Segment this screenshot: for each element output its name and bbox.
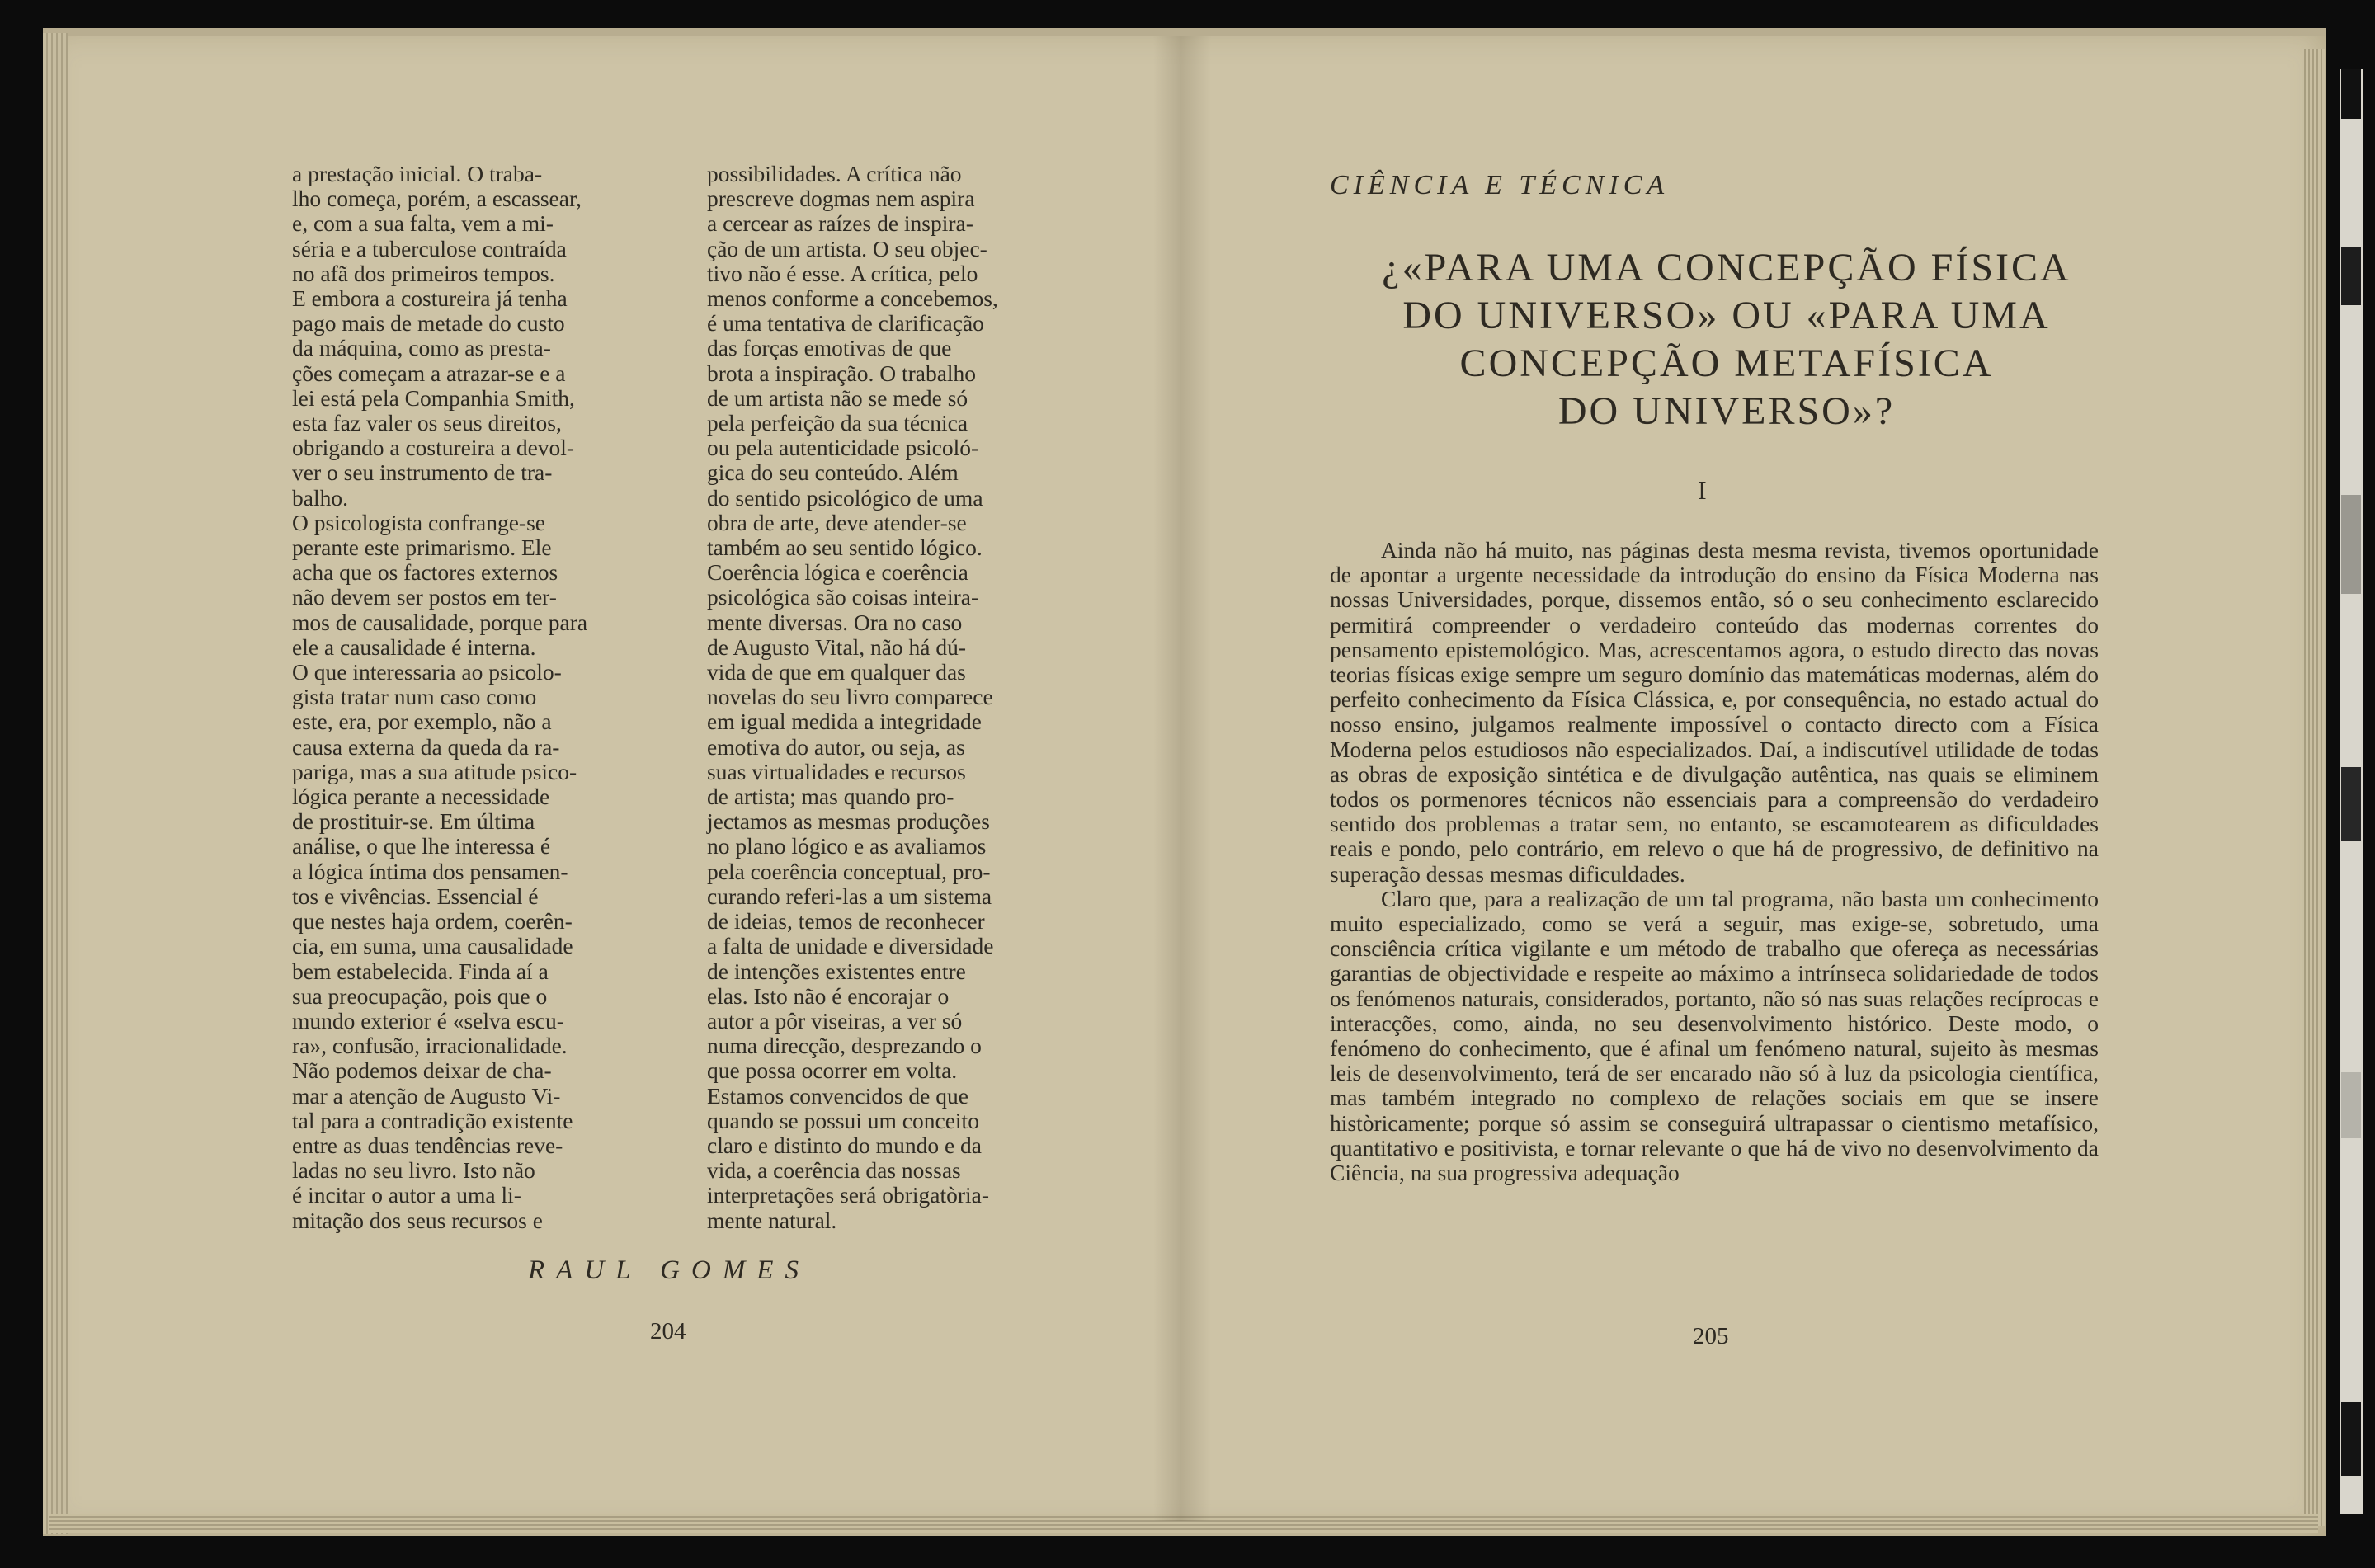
- author-signature: RAUL GOMES: [528, 1255, 810, 1285]
- article-title: ¿«PARA UMA CONCEPÇÃO FÍSICA DO UNIVERSO» OU «PARA UMA CONCEPÇÃO METAFÍSICA DO UNIVERSO»?: [1382, 246, 2071, 433]
- page-edge-right: [2302, 49, 2325, 1526]
- ruler-segment: [2341, 1072, 2361, 1138]
- page-edge-top: [43, 28, 2326, 36]
- ruler-segment: [2341, 495, 2361, 594]
- page-number-right: 205: [1693, 1323, 1729, 1349]
- page-number-left: 204: [650, 1318, 686, 1344]
- binding-gutter: [1153, 36, 1211, 1521]
- ruler-segment: [2341, 247, 2361, 305]
- body-paragraph: Claro que, para a realização de um tal programa, não basta um conhecimento muito especializado, como se verá a seguir, mas exige-se, sobretudo, uma consciência crítica vigilante e um método de trabalho que ofereça as necessárias garantias de objectividade e respeite ao máximo a intrínseca solidariedade de todos os fenómenos naturais, considerados, portanto, não só nas suas relações recíprocas e interacções, como, ainda, no seu desenvolvimento histórico. Deste modo, o fenómeno do conhecimento, que é afinal um fenómeno natural, sujeito às mesmas leis de desenvolvimento, terá de ser encarado não só à luz da psicologia científica, mas também integrado no complexo de relações sociais em que se insere històricamente; porque só assim se conseguirá ultrapassar o cientismo metafísico, quantitativo e positivista, e tornar relevante o que há de vivo no desenvolvimento da Ciência, na sua progressiva adequação: [1330, 885, 2099, 1186]
- ruler-segment: [2341, 1402, 2361, 1476]
- section-label: CIÊNCIA E TÉCNICA: [1330, 170, 1670, 200]
- section-number: I: [1698, 475, 1707, 505]
- left-page-column-2: possibilidades. A crítica não prescreve dogmas nem aspira a cercear as raízes de inspira- ção de um artista. O seu objec- tivo não é esse. A crítica, pelo menos conforme a concebemos, é uma tentativa de clarificação das forças emotivas de que brota a inspiração. O trabalho de um artista não se mede só pela perfeição da sua técnica ou pela autenticidade psicoló- gica do seu conteúdo. Além do sentido psicológico de uma obra de arte, deve atender-se também ao seu sentido lógico. Coerência lógica e coerência psicológica são coisas inteira- mente diversas. Ora no caso de Augusto Vital, não há dú- vida de que em qualquer das novelas do seu livro comparece em igual medida a integridade emotiva do autor, ou seja, as suas virtualidades e recursos de artista; mas quando pro- jectamos as mesmas produções no plano lógico e as avaliamos pela coerência conceptual, pro- curando referi-las a um sistema de ideias, temos de reconhecer a falta de unidade e diversidade de intenções existentes entre elas. Isto não é encorajar o autor a pôr viseiras, a ver só numa direcção, desprezando o que possa ocorrer em volta. Estamos convencidos de que quando se possui um conceito claro e distinto do mundo e da vida, a coerência das nossas interpretações será obrigatòria- mente natural.: [707, 161, 998, 1233]
- page-edge-left: [43, 33, 68, 1534]
- ruler-segment: [2341, 69, 2361, 119]
- ruler-segment: [2341, 767, 2361, 841]
- body-paragraph: Ainda não há muito, nas páginas desta mesma revista, tivemos oportunidade de apontar a urgente necessidade da introdução do ensino da Física Moderna nas nossas Universidades, porque, dissemos então, só o seu conhecimento esclarecido permitirá compreender o verdadeiro conteúdo das modernas correntes do pensamento epistemológico. Mas, acrescentamos agora, o estudo directo das novas teorias físicas exige sempre um seguro domínio das matemáticas modernas, além do perfeito conhecimento da Física Clássica, e, por consequência, no estado actual do nosso ensino, julgamos realmente impossível o contacto directo com a Física Moderna pelos estudiosos não especializados. Daí, a indiscutível utilidade de todas as obras de exposição sintética e de divulgação autêntica, nas quais se eliminem todos os pormenores técnicos não essenciais para a compreensão do verdadeiro sentido dos problemas a tratar sem, no entanto, se escamotearem as dificuldades reais e pondo, pelo contrário, em relevo o que há de progressivo, de definitivo na superação dessas mesmas dificuldades.: [1330, 537, 2099, 887]
- right-page-body: [1330, 538, 2099, 1185]
- left-page-column-1: a prestação inicial. O traba- lho começa, porém, a escassear, e, com a sua falta, vem a mi- séria e a tuberculose contraída no afã dos primeiros tempos. E embora a costureira já tenha pago mais de metade do custo da máquina, como as presta- ções começam a atrazar-se e a lei está pela Companhia Smith, esta faz valer os seus direitos, obrigando a costureira a devol- ver o seu instrumento de tra- balho. O psicologista confrange-se perante este primarismo. Ele acha que os factores externos não devem ser postos em ter- mos de causalidade, porque para ele a causalidade é interna. O que interessaria ao psicolo- gista tratar num caso como este, era, por exemplo, não a causa externa da queda da ra- pariga, mas a sua atitude psico- lógica perante a necessidade de prostituir-se. Em última análise, o que lhe interessa é a lógica íntima dos pensamen- tos e vivências. Essencial é que nestes haja ordem, coerên- cia, em suma, uma causalidade bem estabelecida. Finda aí a sua preocupação, pois que o mundo exterior é «selva escu- ra», confusão, irracionalidade. Não podemos deixar de cha- mar a atenção de Augusto Vi- tal para a contradição existente entre as duas tendências reve- ladas no seu livro. Isto não é incitar o autor a uma li- mitação dos seus recursos e: [292, 161, 588, 1233]
